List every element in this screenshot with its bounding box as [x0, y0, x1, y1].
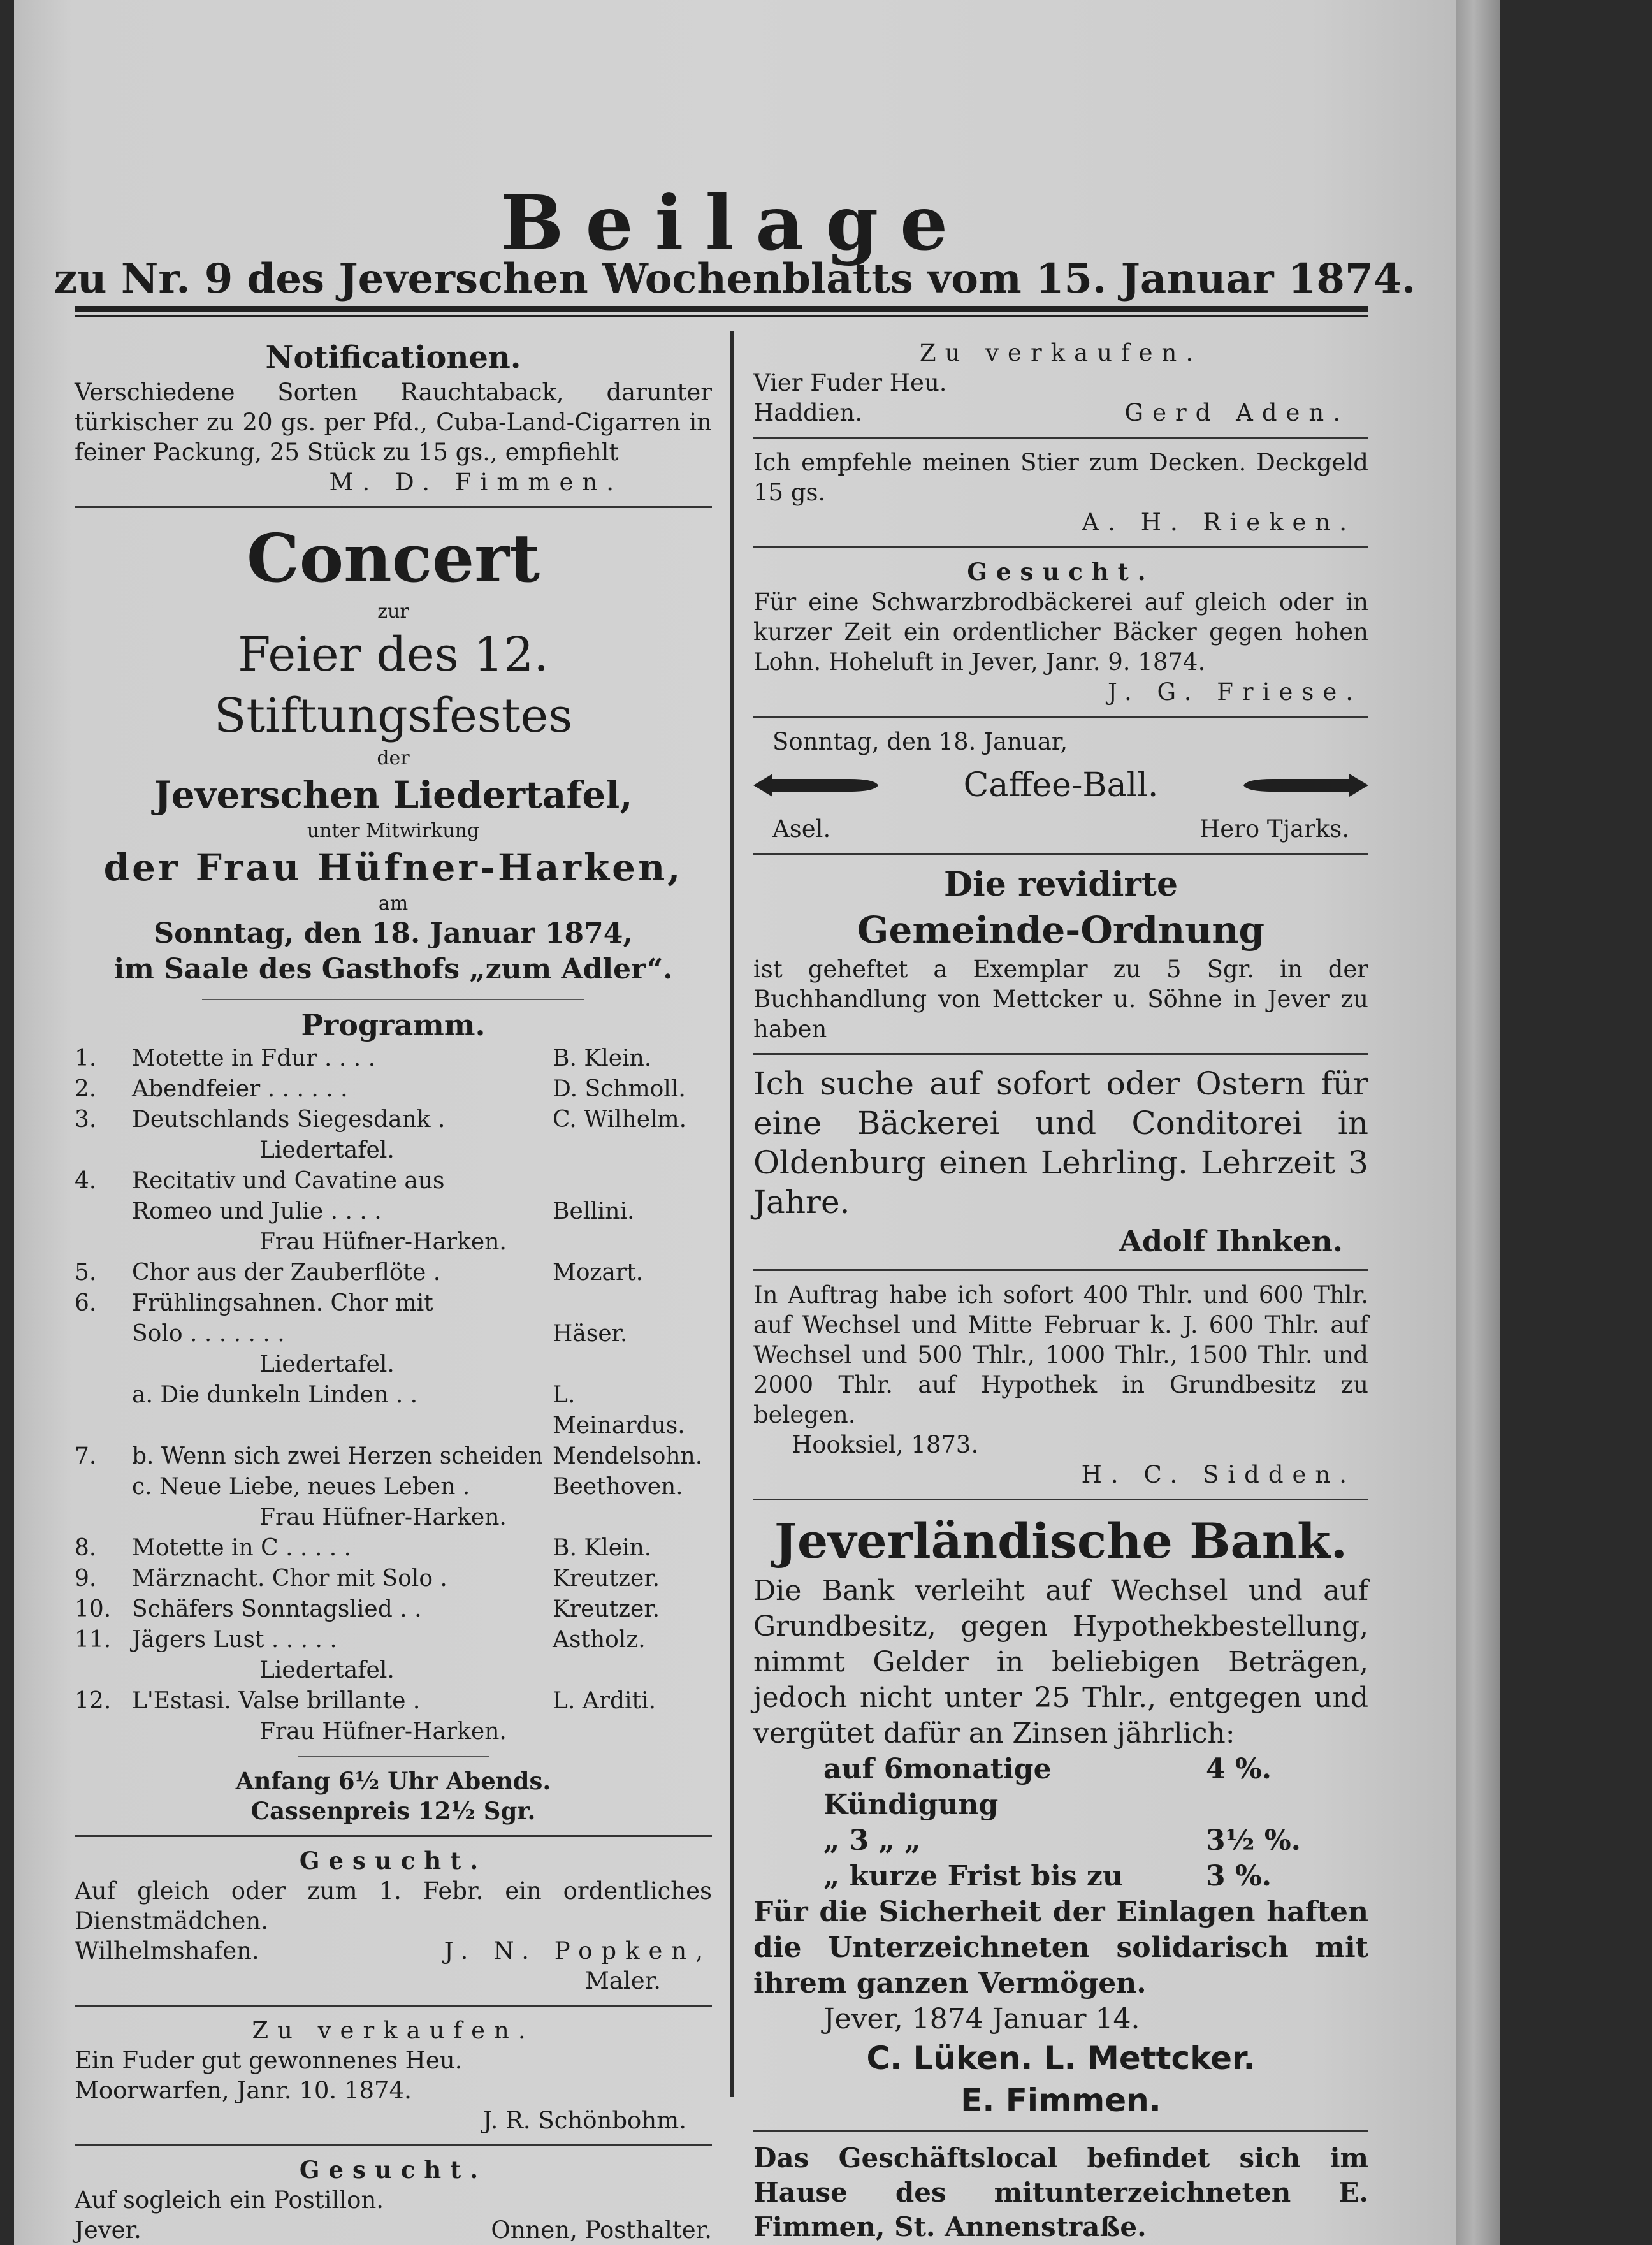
auftrag-sign: H. C. Sidden.: [1081, 1461, 1356, 1488]
notif-sign: M. D. Fimmen.: [329, 469, 623, 496]
left-column: [75, 338, 712, 2245]
concert-am: am: [378, 892, 409, 915]
program-number: 2.: [75, 1076, 97, 1102]
program-number: [75, 1349, 132, 1380]
program-title: Solo . . . . . . .: [132, 1321, 285, 1347]
divider: [753, 1499, 1368, 1500]
divider: [753, 716, 1368, 718]
divider: [202, 999, 584, 1000]
program-row: [75, 1717, 712, 1747]
bank-rate-row: [753, 1752, 1368, 1823]
bank-rate-term: „ 3 „ „: [823, 1824, 921, 1857]
program-composer: [553, 1135, 712, 1166]
concert-liedertafel: Jeverschen Liedertafel,: [154, 773, 633, 817]
program-composer: [553, 1227, 712, 1258]
program-title: Liedertafel.: [259, 1137, 395, 1163]
ges-body: Für eine Schwarzbrodbäckerei auf gleich oder in kurzer Zeit ein ordentlicher Bäcker gegen hohen Lohn. Hoheluft in Jever, Janr. 9. 1874.: [753, 588, 1368, 676]
stier-body: Ich empfehle meinen Stier zum Decken. Deckgeld 15 gs.: [753, 449, 1368, 506]
divider: [75, 1835, 712, 1837]
program-title: Chor aus der Zauberflöte .: [132, 1260, 441, 1286]
program-composer: L. Meinardus.: [553, 1382, 685, 1439]
program-row: [75, 1472, 712, 1502]
program-composer: Astholz.: [553, 1627, 646, 1653]
program-composer: [553, 1717, 712, 1747]
zv-title: Zu verkaufen.: [919, 339, 1203, 367]
gesucht1-sign2: Maler.: [584, 1967, 661, 1994]
bank-title: Jeverländische Bank.: [774, 1513, 1348, 1569]
program-row: [75, 1686, 712, 1717]
program-row: [75, 1564, 712, 1594]
program-title: Frau Hüfner-Harken.: [259, 1229, 507, 1255]
concert-der: der: [377, 747, 410, 769]
bank-rate-term: auf 6monatige Kündigung: [823, 1753, 1052, 1821]
verkaufen-title: Zu verkaufen.: [252, 2017, 535, 2044]
program-composer: Mozart.: [553, 1260, 644, 1286]
program-title: Frühlingsahnen. Chor mit: [132, 1290, 433, 1316]
program-number: [75, 1717, 132, 1747]
newspaper-page: [14, 0, 1456, 2245]
column-divider: [730, 331, 734, 2097]
program-composer: Kreutzer.: [553, 1596, 660, 1622]
program-row: [75, 1043, 712, 1074]
program-row: [75, 1441, 712, 1472]
zv-place: Haddien.: [753, 399, 863, 426]
program-row: [75, 1625, 712, 1655]
program-composer: Bellini.: [553, 1198, 635, 1224]
program-row: [75, 1594, 712, 1625]
bank-date: Jever, 1874 Januar 14.: [823, 2003, 1140, 2035]
ord-title1: Die revidirte: [943, 865, 1178, 904]
program-title: Romeo und Julie . . . .: [132, 1198, 382, 1224]
right-hand-ornament-icon: [1241, 770, 1368, 801]
right-column: [753, 338, 1368, 2244]
program-composer: [553, 1288, 712, 1319]
program-number: 1.: [75, 1045, 97, 1072]
program-row: [75, 1655, 712, 1686]
program-composer: D. Schmoll.: [553, 1076, 686, 1102]
bank-guarantee: Für die Sicherheit der Einlagen haften die Unterzeichneten solidarisch mit ihrem ganzen Vermögen.: [753, 1896, 1368, 2000]
program-number: [75, 1319, 132, 1349]
program-row: [75, 1258, 712, 1288]
auftrag-body: In Auftrag habe ich sofort 400 Thlr. und 600 Thlr. auf Wechsel und Mitte Februar k. J. 600 Thlr. auf Wechsel und 500 Thlr., 1000 Thlr., 1500 Thlr. und 2000 Thlr. auf Hypothek in Grundbesitz zu belegen.: [753, 1281, 1368, 1428]
program-number: 3.: [75, 1107, 97, 1133]
divider: [75, 2144, 712, 2146]
program-heading: Programm.: [301, 1008, 486, 1042]
divider: [753, 437, 1368, 439]
program-number: 8.: [75, 1535, 97, 1561]
program-title: Frau Hüfner-Harken.: [259, 1504, 507, 1530]
gesucht2-place: Jever.: [75, 2216, 141, 2244]
page-subtitle: zu Nr. 9 des Jeverschen Wochenblatts vom 15. Januar 1874.: [54, 255, 1416, 303]
divider: [753, 1053, 1368, 1055]
ord-title2: Gemeinde-Ordnung: [857, 908, 1265, 952]
concert-cassen: Cassenpreis 12½ Sgr.: [250, 1797, 536, 1825]
stier-sign: A. H. Rieken.: [1082, 509, 1356, 536]
bank-rate-value: 3½ %.: [1206, 1824, 1301, 1857]
program-number: [75, 1196, 132, 1227]
program-title: Märznacht. Chor mit Solo .: [132, 1566, 447, 1592]
program-number: [75, 1227, 132, 1258]
verkaufen-place: Moorwarfen, Janr. 10. 1874.: [75, 2077, 412, 2104]
program-number: 7.: [75, 1443, 97, 1469]
divider: [298, 1756, 489, 1757]
program-composer: B. Klein.: [553, 1535, 652, 1561]
program-title: Schäfers Sonntagslied . .: [132, 1596, 422, 1622]
header-rule: [75, 306, 1368, 317]
program-title: Deutschlands Siegesdank .: [132, 1107, 446, 1133]
divider: [753, 853, 1368, 855]
bank-sign2: E. Fimmen.: [960, 2082, 1161, 2119]
zv-sign: Gerd Aden.: [1124, 399, 1349, 426]
concert-place: im Saale des Gasthofs „zum Adler“.: [113, 953, 673, 985]
ges-title: Gesucht.: [967, 558, 1155, 586]
program-number: [75, 1472, 132, 1502]
divider: [75, 506, 712, 508]
program-number: 5.: [75, 1260, 97, 1286]
program-number: [75, 1380, 132, 1441]
concert-title: Concert: [246, 519, 540, 597]
notif-title: Notificationen.: [265, 340, 521, 375]
ball-date: Sonntag, den 18. Januar,: [772, 728, 1068, 755]
bank-rate-value: 3 %.: [1206, 1860, 1272, 1893]
program-composer: L. Arditi.: [553, 1688, 656, 1714]
program-composer: Mendelsohn.: [553, 1443, 703, 1469]
program-row: [75, 1135, 712, 1166]
concert-unter: unter Mitwirkung: [307, 820, 480, 842]
program-row: [75, 1349, 712, 1380]
ball-sign: Hero Tjarks.: [1199, 815, 1349, 843]
program-title: Jägers Lust . . . . .: [132, 1627, 337, 1653]
program-title: a. Die dunkeln Linden . .: [132, 1382, 418, 1408]
program-row: [75, 1227, 712, 1258]
verkaufen-body: Ein Fuder gut gewonnenes Heu.: [75, 2047, 463, 2074]
bank-rate-term: „ kurze Frist bis zu: [823, 1860, 1123, 1893]
bank-body: Die Bank verleiht auf Wechsel und auf Grundbesitz, gegen Hypothekbestellung, nimmt Gelder in beliebigen Beträgen, jedoch nicht unter 25 Thlr., entgegen und vergütet dafür an Zinsen jährlich:: [753, 1574, 1368, 1750]
program-composer: Beethoven.: [553, 1474, 683, 1500]
program-row: [75, 1196, 712, 1227]
program-row: [75, 1166, 712, 1196]
program-composer: [553, 1502, 712, 1533]
program-row: [75, 1502, 712, 1533]
program-title: Abendfeier . . . . . .: [132, 1076, 348, 1102]
left-hand-ornament-icon: [753, 770, 881, 801]
program-title: Liedertafel.: [259, 1351, 395, 1377]
program-title: Recitativ und Cavatine aus: [132, 1168, 445, 1194]
bank-local: Das Geschäftslocal befindet sich im Hause des mitunterzeichneten E. Fimmen, St. Annenstraße.: [753, 2142, 1368, 2242]
program-row: [75, 1105, 712, 1135]
program-title: c. Neue Liebe, neues Leben .: [132, 1474, 470, 1500]
program-composer: [553, 1166, 712, 1196]
concert-anfang: Anfang 6½ Uhr Abends.: [235, 1767, 551, 1795]
gesucht1-body: Auf gleich oder zum 1. Febr. ein ordentliches Dienstmädchen.: [75, 1877, 712, 1935]
ball-title: Caffee-Ball.: [963, 766, 1159, 804]
divider: [753, 1269, 1368, 1271]
divider: [75, 2005, 712, 2007]
concert-frau: der Frau Hüfner-Harken,: [103, 846, 683, 889]
bank-sign1: C. Lüken. L. Mettcker.: [866, 2040, 1256, 2077]
program-title: Motette in Fdur . . . .: [132, 1045, 376, 1072]
program-composer: C. Wilhelm.: [553, 1107, 687, 1133]
concert-date: Sonntag, den 18. Januar 1874,: [154, 917, 633, 950]
bank-rate-row: [753, 1823, 1368, 1859]
program-composer: [553, 1655, 712, 1686]
program-composer: B. Klein.: [553, 1045, 652, 1072]
gesucht1-place: Wilhelmshafen.: [75, 1937, 259, 1965]
program-composer: Kreutzer.: [553, 1566, 660, 1592]
divider: [753, 2130, 1368, 2132]
program-list: [75, 1043, 712, 1747]
program-row: [75, 1074, 712, 1105]
program-number: [75, 1502, 132, 1533]
concert-zur: zur: [377, 600, 409, 623]
concert-feier: Feier des 12. Stiftungsfestes: [214, 627, 573, 743]
notif-body: Verschiedene Sorten Rauchtaback, darunter türkischer zu 20 gs. per Pfd., Cuba-Land-Cigarren in feiner Packung, 25 Stück zu 15 gs., empfiehlt: [75, 379, 712, 466]
program-number: 10.: [75, 1596, 112, 1622]
program-number: 11.: [75, 1627, 112, 1653]
program-title: Frau Hüfner-Harken.: [259, 1718, 507, 1745]
book-edge: [1456, 0, 1500, 2245]
program-title: b. Wenn sich zwei Herzen scheiden: [132, 1443, 543, 1469]
program-number: [75, 1135, 132, 1166]
program-composer: [553, 1349, 712, 1380]
program-number: 12.: [75, 1688, 112, 1714]
auftrag-place: Hooksiel, 1873.: [792, 1431, 979, 1458]
program-composer: Häser.: [553, 1321, 628, 1347]
gesucht2-body: Auf sogleich ein Postillon.: [75, 2186, 384, 2214]
bank-rate-row: [753, 1859, 1368, 1894]
page-title: Beilage: [500, 178, 970, 267]
program-number: 9.: [75, 1566, 97, 1592]
lehr-body: Ich suche auf sofort oder Ostern für eine Bäckerei und Conditorei in Oldenburg einen Lehrling. Lehrzeit 3 Jahre.: [753, 1065, 1368, 1221]
bank-rates: [753, 1752, 1368, 1894]
gesucht1-title: Gesucht.: [299, 1847, 488, 1875]
program-row: [75, 1288, 712, 1319]
lehr-sign: Adolf Ihnken.: [1119, 1224, 1343, 1258]
program-row: [75, 1319, 712, 1349]
zv-body: Vier Fuder Heu.: [753, 369, 947, 396]
gesucht1-sign: J. N. Popken,: [444, 1937, 712, 1965]
program-title: Liedertafel.: [259, 1657, 395, 1683]
divider: [753, 546, 1368, 548]
verkaufen-sign: J. R. Schönbohm.: [482, 2107, 686, 2134]
gesucht2-sign: Onnen, Posthalter.: [491, 2216, 712, 2244]
ges-sign: J. G. Friese.: [1108, 678, 1362, 706]
program-number: [75, 1655, 132, 1686]
program-row: [75, 1533, 712, 1564]
gesucht2-title: Gesucht.: [299, 2156, 488, 2184]
ball-place: Asel.: [772, 815, 831, 843]
program-title: L'Estasi. Valse brillante .: [132, 1688, 421, 1714]
program-row: [75, 1380, 712, 1441]
program-title: Motette in C . . . . .: [132, 1535, 352, 1561]
ord-body: ist geheftet a Exemplar zu 5 Sgr. in der Buchhandlung von Mettcker u. Söhne in Jever zu haben: [753, 955, 1368, 1043]
bank-rate-value: 4 %.: [1206, 1753, 1272, 1785]
program-number: 4.: [75, 1168, 97, 1194]
program-number: 6.: [75, 1290, 97, 1316]
